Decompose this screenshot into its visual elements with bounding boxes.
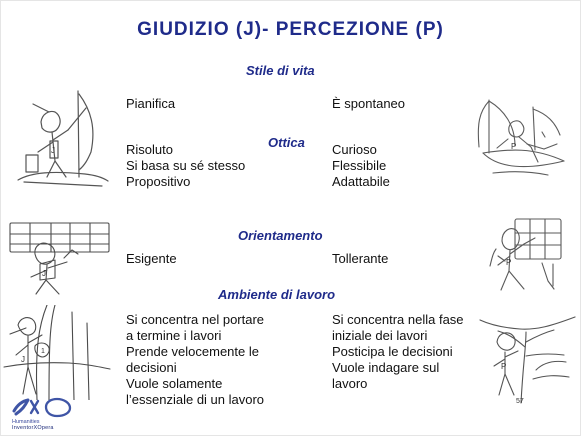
section-heading-stile-di-vita: Stile di vita <box>246 63 315 78</box>
perceiving-text-tollerante: Tollerante <box>332 251 389 266</box>
logo-line-humanities: Humanities <box>12 419 40 425</box>
p-figure-puzzle-illustration <box>482 211 574 297</box>
p-figure-boat-illustration <box>475 89 573 185</box>
j-figure-sailing-illustration <box>10 82 110 194</box>
j-bridge-figure-letter: J <box>21 355 25 364</box>
section-heading-orientamento: Orientamento <box>238 228 323 243</box>
judging-text-pianifica: Pianifica <box>126 96 176 111</box>
judging-text-ambiente: Si concentra nel portare a termine i lavori Prende velocemente le decisioni Vuole solamente l’essenziale di un lavoro <box>126 312 265 407</box>
page-number: 57 <box>516 398 524 405</box>
j-bridge-figure-number: 1 <box>41 348 45 355</box>
page-title: GIUDIZIO (J)- PERCEZIONE (P) <box>137 19 444 40</box>
j-planner-figure-letter: J <box>42 269 46 278</box>
logo-line-inventorxopera: InventorXOpera <box>12 425 54 431</box>
p-puzzle-figure-letter: P <box>506 258 512 267</box>
section-heading-ambiente-di-lavoro: Ambiente di lavoro <box>218 287 336 302</box>
j-figure-bridge-illustration <box>3 305 111 400</box>
perceiving-text-spontaneo: È spontaneo <box>332 96 406 111</box>
section-heading-ottica: Ottica <box>268 135 305 150</box>
humanities-logo-icon <box>8 396 78 419</box>
j-sail-figure-letter: J <box>51 146 55 155</box>
judging-text-ottica: Risoluto Si basa su sé stesso Propositivo <box>126 142 246 189</box>
perceiving-text-ambiente: Si concentra nella fase iniziale dei lavori Posticipa le decisioni Vuole indagare sul lavoro <box>332 312 464 391</box>
j-figure-planner-illustration <box>6 220 112 298</box>
p-tree-figure-letter: P <box>501 362 507 371</box>
footer-logo <box>8 396 78 434</box>
judging-text-esigente: Esigente <box>126 251 177 266</box>
perceiving-text-ottica: Curioso Flessibile Adattabile <box>332 142 390 189</box>
p-boat-figure-letter: P <box>511 142 517 151</box>
p-figure-tree-illustration <box>478 312 576 404</box>
